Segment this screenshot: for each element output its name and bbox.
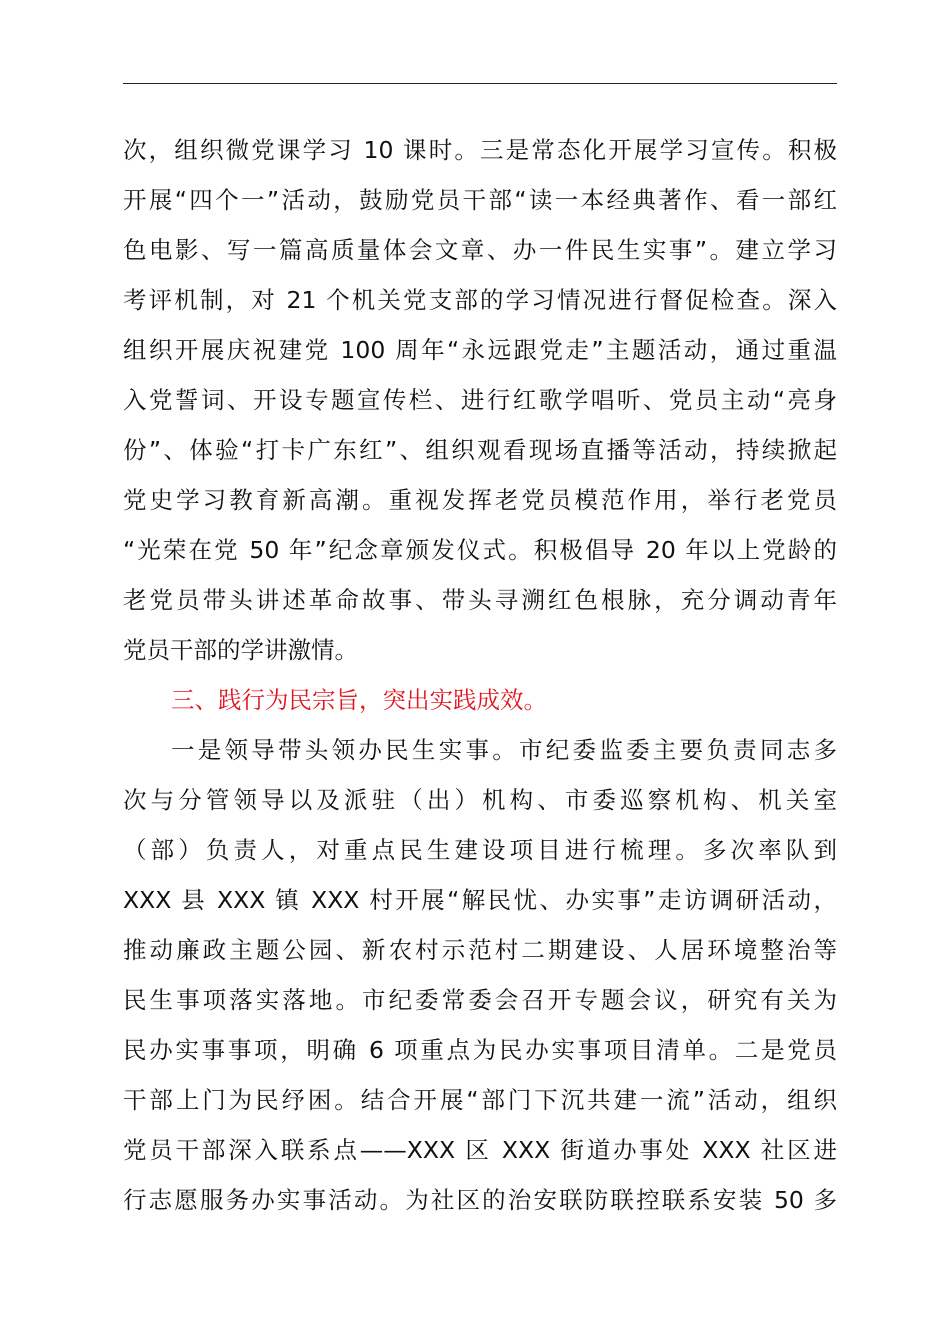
paragraph-line: 老党员带头讲述革命故事、带头寻溯红色根脉，充分调动青年 bbox=[123, 586, 837, 614]
paragraph-line: （部）负责人，对重点民生建设项目进行梳理。多次率队到 bbox=[123, 836, 837, 864]
paragraph-line: 推动廉政主题公园、新农村示范村二期建设、人居环境整治等 bbox=[123, 936, 837, 964]
paragraph-line: 次，组织微党课学习 10 课时。三是常态化开展学习宣传。积极 bbox=[123, 136, 837, 164]
paragraph-line: 入党誓词、开设专题宣传栏、进行红歌学唱听、党员主动“亮身 bbox=[123, 386, 837, 414]
paragraph-line: 民生事项落实落地。市纪委常委会召开专题会议，研究有关为 bbox=[123, 986, 837, 1014]
paragraph-line: 考评机制，对 21 个机关党支部的学习情况进行督促检查。深入 bbox=[123, 286, 837, 314]
paragraph-line: 色电影、写一篇高质量体会文章、办一件民生实事”。建立学习 bbox=[123, 236, 837, 264]
paragraph-line: “光荣在党 50 年”纪念章颁发仪式。积极倡导 20 年以上党龄的 bbox=[123, 536, 837, 564]
paragraph-line: 开展“四个一”活动，鼓励党员干部“读一本经典著作、看一部红 bbox=[123, 186, 837, 214]
paragraph-line: 党员干部的学讲激情。 bbox=[123, 636, 358, 664]
paragraph-line: 党史学习教育新高潮。重视发挥老党员模范作用，举行老党员 bbox=[123, 486, 837, 514]
header-rule bbox=[123, 83, 837, 84]
document-body bbox=[123, 125, 837, 1225]
paragraph-line: 次与分管领导以及派驻（出）机构、市委巡察机构、机关室 bbox=[123, 786, 837, 814]
paragraph-line: XXX 县 XXX 镇 XXX 村开展“解民忧、办实事”走访调研活动， bbox=[123, 886, 837, 914]
paragraph-line: 干部上门为民纾困。结合开展“部门下沉共建一流”活动，组织 bbox=[123, 1086, 837, 1114]
paragraph-line: 一是领导带头领办民生实事。市纪委监委主要负责同志多 bbox=[171, 736, 837, 764]
paragraph-line: 党员干部深入联系点——XXX 区 XXX 街道办事处 XXX 社区进 bbox=[123, 1136, 837, 1164]
section-heading: 三、践行为民宗旨，突出实践成效。 bbox=[171, 686, 547, 714]
paragraph-line: 组织开展庆祝建党 100 周年“永远跟党走”主题活动，通过重温 bbox=[123, 336, 837, 364]
paragraph-line: 份”、体验“打卡广东红”、组织观看现场直播等活动，持续掀起 bbox=[123, 436, 837, 464]
paragraph-line: 民办实事事项，明确 6 项重点为民办实事项目清单。二是党员 bbox=[123, 1036, 837, 1064]
paragraph-line: 行志愿服务办实事活动。为社区的治安联防联控联系安装 50 多 bbox=[123, 1186, 837, 1214]
